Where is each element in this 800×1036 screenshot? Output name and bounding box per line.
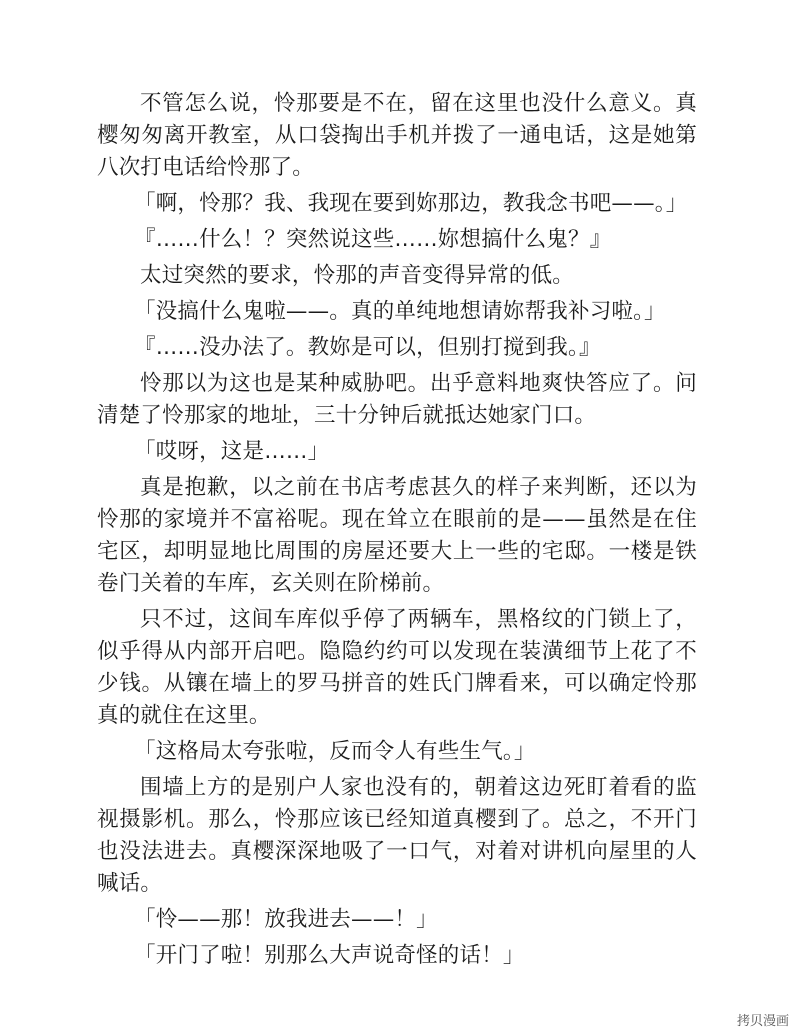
dialogue-line: 「啊，怜那？我、我现在要到妳那边，教我念书吧——。」 <box>134 191 688 216</box>
body-text <box>97 88 697 976</box>
dialogue-line: 「没搞什么鬼啦——。真的单纯地想请妳帮我补习啦。」 <box>134 299 666 324</box>
paragraph: 太过突然的要求，怜那的声音变得异常的低。 <box>140 263 575 288</box>
dialogue-line: 「哎呀，这是……」 <box>134 439 330 464</box>
dialogue-line: 「这格局太夸张啦，反而令人有些生气。」 <box>134 739 536 764</box>
paragraph: 真是抱歉，以之前在书店考虑甚久的样子来判断，还以为怜那的家境并不富裕呢。现在耸立在眼前的是——虽然是在住宅区，却明显地比周围的房屋还要大上一些的宅邸。一楼是铁卷门关着的车库，玄关则在阶梯前。 <box>97 475 697 596</box>
dialogue-line: 『……什么！？突然说这些……妳想搞什么鬼？』 <box>134 227 612 252</box>
paragraph: 不管怎么说，怜那要是不在，留在这里也没什么意义。真樱匆匆离开教室，从口袋掏出手机并拨了一通电话，这是她第八次打电话给怜那了。 <box>97 91 697 180</box>
dialogue-line: 「怜——那！放我进去——！」 <box>134 907 438 932</box>
paragraph: 只不过，这间车库似乎停了两辆车，黑格纹的门锁上了，似乎得从内部开启吧。隐隐约约可以发现在装潢细节上花了不少钱。从镶在墙上的罗马拼音的姓氏门牌看来，可以确定怜那真的就住在这里。 <box>97 607 697 728</box>
paragraph: 围墙上方的是别户人家也没有的，朝着这边死盯着看的监视摄影机。那么，怜那应该已经知道真樱到了。总之，不开门也没法进去。真樱深深地吸了一口气，对着对讲机向屋里的人喊话。 <box>97 775 697 896</box>
dialogue-line: 『……没办法了。教妳是可以，但别打搅到我。』 <box>134 335 601 360</box>
watermark: 拷贝漫画 <box>734 1009 792 1030</box>
dialogue-line: 「开门了啦！别那么大声说奇怪的话！」 <box>134 943 525 968</box>
paragraph: 怜那以为这也是某种威胁吧。出乎意料地爽快答应了。问清楚了怜那家的地址，三十分钟后就抵达她家门口。 <box>97 371 697 428</box>
